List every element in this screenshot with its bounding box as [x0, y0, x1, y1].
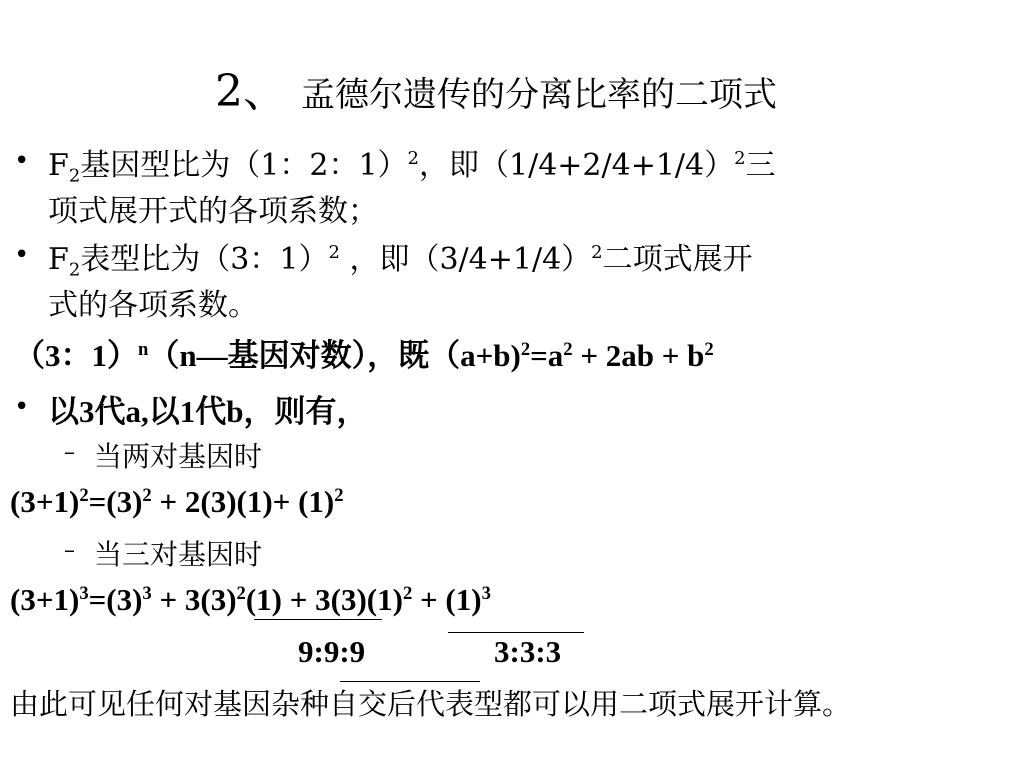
bullet-dot-2: • — [14, 240, 30, 270]
exponent: 2 — [79, 484, 89, 506]
bullet-2-line-1 — [48, 234, 753, 281]
fraction-expansion: ，即（3/4+1/4） — [339, 242, 592, 277]
dash-marker: – — [64, 538, 75, 563]
title-number: 2、 — [215, 66, 287, 117]
ratio-right: 3:3:3 — [494, 634, 562, 669]
formula-part: （3：1） — [14, 338, 138, 373]
exponent: 2 — [236, 582, 246, 604]
case-three-label: 当三对基因时 — [94, 538, 263, 571]
ratio-left: 9:9:9 — [298, 634, 366, 669]
exponent: 2 — [520, 338, 531, 360]
bullet-dot-1: • — [14, 146, 30, 176]
phenotype-ratio-text: 表型比为（3：1） — [80, 242, 329, 277]
exponent: 2 — [334, 484, 344, 506]
exponent: 2 — [402, 582, 413, 604]
slide-title — [215, 55, 777, 119]
dash-marker: – — [64, 440, 75, 465]
formula-part: + 3(3)(1) — [281, 582, 403, 617]
formula-part: + (1) — [412, 582, 482, 617]
underline-term-left — [254, 619, 382, 620]
exponent: 2 — [328, 242, 340, 264]
f-label: F — [48, 148, 69, 183]
formula-part: (1) — [245, 582, 282, 617]
trailing-text: 三 — [745, 148, 776, 183]
formula-part: =(3) — [88, 582, 143, 617]
conclusion-text: 由此可见任何对基因杂种自交后代表型都可以用二项式展开计算。 — [10, 687, 852, 721]
exponent: 3 — [481, 582, 491, 604]
underline-term-right — [448, 632, 584, 633]
exponent: 2 — [142, 484, 152, 506]
bullet-1-line-2: 项式展开式的各项系数； — [48, 194, 378, 229]
formula-three-pairs — [10, 582, 491, 618]
general-formula — [14, 330, 714, 375]
exponent: 3 — [79, 582, 89, 604]
formula-part: =a — [530, 338, 564, 373]
f-subscript: 2 — [68, 259, 81, 281]
exponent: 2 — [591, 242, 603, 264]
formula-part: (3+1) — [10, 484, 80, 519]
exponent: 3 — [142, 582, 152, 604]
f-subscript: 2 — [68, 165, 81, 187]
bullet-2-line-2: 式的各项系数。 — [48, 288, 258, 323]
fraction-expansion: ，即（1/4+2/4+1/4） — [419, 148, 735, 183]
formula-two-pairs — [10, 484, 344, 520]
formula-part: =(3) — [88, 484, 143, 519]
formula-part: （n—基因对数），既（a+b) — [148, 338, 521, 373]
exponent: n — [138, 338, 149, 360]
exponent: 2 — [407, 148, 419, 170]
case-two-label: 当两对基因时 — [94, 440, 263, 473]
genotype-ratio-text: 基因型比为（1：2：1） — [80, 148, 408, 183]
exponent: 2 — [563, 338, 573, 360]
exponent: 2 — [734, 148, 746, 170]
exponent: 2 — [704, 338, 714, 360]
formula-part: + 2ab + b — [572, 338, 705, 373]
bullet-dot-3: • — [14, 392, 30, 422]
substitution-text: 以3代a,以1代b，则有， — [48, 394, 368, 429]
formula-part: (3+1) — [10, 582, 80, 617]
f-label: F — [48, 242, 69, 277]
trailing-text: 二项式展开 — [602, 242, 753, 277]
bullet-1-line-1 — [48, 140, 776, 187]
title-text: 孟德尔遗传的分离比率的二项式 — [301, 75, 777, 115]
formula-part: + 2(3)(1)+ (1) — [151, 484, 335, 519]
formula-part: + 3(3) — [151, 582, 237, 617]
